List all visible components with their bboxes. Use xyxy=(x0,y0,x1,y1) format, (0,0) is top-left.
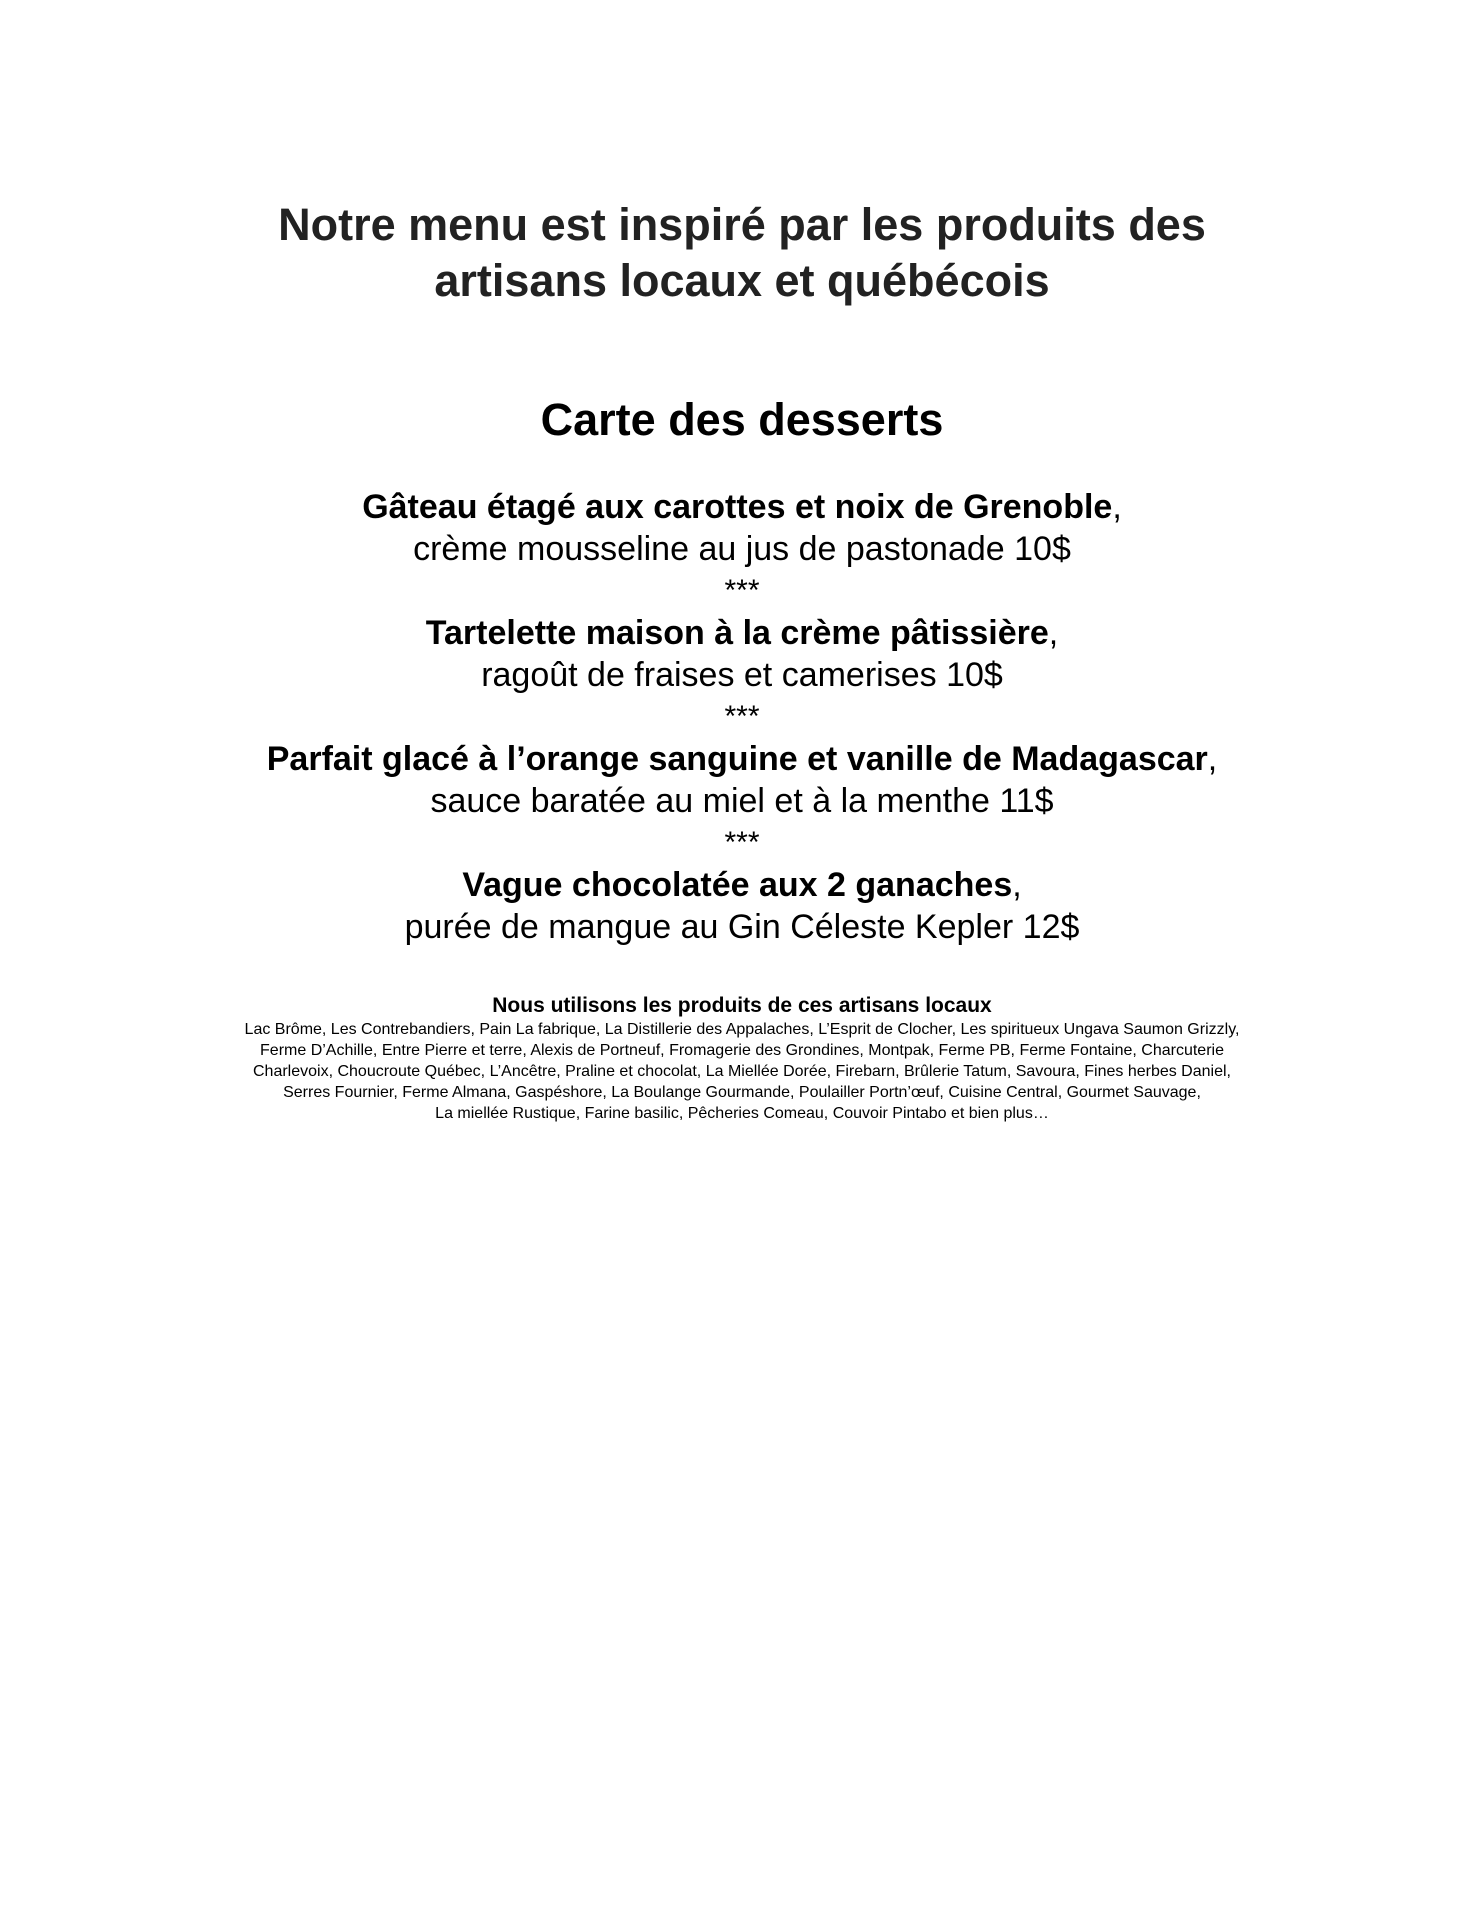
dessert-comma: , xyxy=(1012,866,1022,904)
dessert-comma: , xyxy=(1048,614,1059,652)
artisans-line: Charlevoix, Choucroute Québec, L’Ancêtre, Praline et chocolat, La Miellée Dorée, Firebarn, Brûlerie Tatum, Savoura, Fines herbes Daniel, xyxy=(253,1063,1231,1080)
dessert-item xyxy=(0,864,1484,948)
artisans-line: Serres Fournier, Ferme Almana, Gaspéshore, La Boulange Gourmande, Poulailler Portn’œuf, Cuisine Central, Gourmet Sauvage, xyxy=(283,1084,1201,1101)
artisans-line: La miellée Rustique, Farine basilic, Pêcheries Comeau, Couvoir Pintabo et bien plus… xyxy=(435,1105,1049,1122)
item-separator: *** xyxy=(724,574,760,607)
dessert-name: Gâteau étagé aux carottes et noix de Grenoble xyxy=(362,488,1113,526)
dessert-description: purée de mangue au Gin Céleste Kepler 12$ xyxy=(404,908,1080,946)
intro-heading xyxy=(0,197,1484,309)
dessert-item xyxy=(0,738,1484,822)
dessert-name: Vague chocolatée aux 2 ganaches xyxy=(462,866,1013,904)
dessert-description: ragoût de fraises et camerises 10$ xyxy=(481,656,1003,694)
artisans-line: Ferme D’Achille, Entre Pierre et terre, Alexis de Portneuf, Fromagerie des Grondines, Montpak, Ferme PB, Ferme Fontaine, Charcuterie xyxy=(260,1042,1224,1059)
artisans-section xyxy=(0,993,1484,1124)
dessert-comma: , xyxy=(1112,488,1122,526)
dessert-name: Tartelette maison à la crème pâtissière xyxy=(425,614,1049,652)
intro-line-1: Notre menu est inspiré par les produits des xyxy=(278,199,1206,250)
item-separator: *** xyxy=(724,700,760,733)
artisans-line: Lac Brôme, Les Contrebandiers, Pain La fabrique, La Distillerie des Appalaches, L’Esprit de Clocher, Les spiritueux Ungava Saumon Grizzly, xyxy=(244,1021,1240,1038)
dessert-item xyxy=(0,486,1484,570)
dessert-comma: , xyxy=(1207,740,1218,778)
dessert-description: crème mousseline au jus de pastonade 10$ xyxy=(413,530,1071,568)
menu-title: Carte des desserts xyxy=(540,394,944,445)
dessert-name: Parfait glacé à l’orange sanguine et vanille de Madagascar xyxy=(266,740,1208,778)
artisans-title: Nous utilisons les produits de ces artisans locaux xyxy=(492,994,992,1017)
dessert-description: sauce baratée au miel et à la menthe 11$ xyxy=(430,782,1054,820)
item-separator: *** xyxy=(724,826,760,859)
intro-line-2: artisans locaux et québécois xyxy=(434,255,1050,306)
dessert-list xyxy=(0,486,1484,948)
dessert-item xyxy=(0,612,1484,696)
